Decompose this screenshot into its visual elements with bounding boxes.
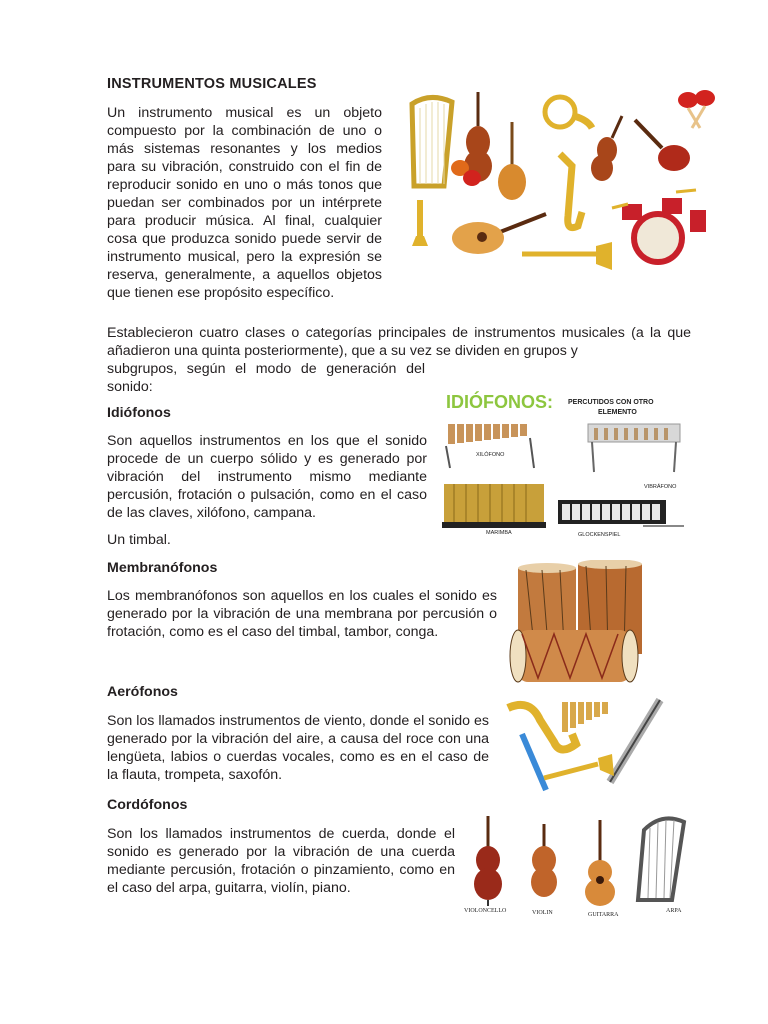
idiofonos-figure-subtitle-2: ELEMENTO	[598, 409, 637, 416]
idiofonos-extra: Un timbal.	[107, 532, 171, 548]
drums-image	[508, 560, 650, 690]
recorder-drawing	[522, 734, 546, 790]
harp-drawing	[412, 97, 452, 186]
glockenspiel-label: GLOCKENSPIEL	[578, 532, 621, 538]
idiofonos-heading: Idiófonos	[107, 405, 171, 421]
cordofonos-paragraph: Son los llamados instrumentos de cuerda, donde el sonido es generado por la vibración de una cuerda mediante percusión, frotación o pinzamiento, como en el caso del arpa, guitarra, violín, piano.	[107, 826, 455, 896]
french-horn-drawing	[545, 97, 592, 128]
bassoon-drawing	[610, 700, 660, 782]
maracas-drawing	[678, 90, 715, 128]
aerofonos-heading: Aerófonos	[107, 684, 178, 700]
saxophone-drawing	[560, 154, 582, 228]
classes-intro-continuation: subgrupos, según el modo de generación del sonido:	[107, 361, 425, 395]
document-title: INSTRUMENTOS MUSICALES	[107, 76, 317, 92]
trumpet-horizontal-drawing	[522, 242, 612, 270]
cordofonos-heading: Cordófonos	[107, 797, 188, 813]
marimba-label: MARIMBA	[486, 530, 512, 536]
glockenspiel-drawing	[558, 500, 684, 526]
string-instruments-image	[462, 808, 690, 920]
idiofonos-figure-title: IDIÓFONOS:	[446, 392, 553, 412]
harp-small-drawing	[638, 818, 684, 900]
instruments-collage-image	[400, 86, 718, 276]
xilofono-label: XILÓFONO	[476, 452, 505, 458]
violin-label: VIOLIN	[532, 910, 553, 916]
aerofonos-paragraph: Son los llamados instrumentos de viento, donde el sonido es generado por la vibración del aire, a causa del roce con una lengüeta, labios o cuerdas vocales, como es en el caso de la flauta, trompeta, saxofón.	[107, 713, 489, 783]
marimba-drawing	[442, 484, 546, 528]
trumpet-vertical-drawing	[412, 200, 428, 246]
drum-kit-drawing	[612, 190, 706, 262]
violin-small-drawing	[531, 824, 557, 897]
idiofonos-image	[438, 388, 688, 538]
cello-drawing	[474, 816, 502, 906]
arpa-label: ARPA	[666, 908, 682, 914]
panflute-drawing	[562, 702, 608, 732]
idiofonos-paragraph: Son aquellos instrumentos en los que el sonido procede de un cuerpo sólido y es generado por vibración del instrumento mismo mediante percusión, frotación o pulsación, como en el caso de las claves, xilófono, campana.	[107, 433, 427, 521]
violin-2-drawing	[591, 116, 622, 181]
trumpet-small-drawing	[544, 754, 614, 778]
guitar-red-drawing	[635, 120, 690, 171]
idiofonos-figure-subtitle-1: PERCUTIDOS CON OTRO	[568, 399, 654, 406]
mandolin-drawing	[498, 122, 526, 200]
membranofonos-heading: Membranófonos	[107, 560, 218, 576]
classes-intro-paragraph: Establecieron cuatro clases o categorías principales de instrumentos musicales (a la que añadieron una quinta posteriormente), que a su vez se dividen en grupos y	[107, 325, 691, 359]
guitar-small-drawing	[585, 820, 615, 906]
intro-paragraph: Un instrumento musical es un objeto compuesto por la combinación de uno o más sistemas resonantes y los medios para su vibración, construido con el fin de reproducir sonido en uno o más tonos que puedan ser combinados por un intérprete para producir música. Al final, cualquier cosa que produzca sonido puede servir de instrumento musical, pero la expresión se reserva, generalmente, a aquellos objetos que tienen ese propósito específico.	[107, 105, 382, 301]
dhol-drawing	[510, 630, 638, 682]
violoncello-label: VIOLONCELLO	[464, 908, 507, 914]
membranofonos-paragraph: Los membranófonos son aquellos en los cuales el sonido es generado por la vibración de una membrana por percusión o frotación, como es el caso del timbal, tambor, conga.	[107, 588, 497, 640]
vibrafono-label: VIBRÁFONO	[644, 484, 677, 490]
wind-instruments-image	[500, 694, 668, 794]
acoustic-guitar-drawing	[452, 214, 546, 254]
guitarra-label: GUITARRA	[588, 912, 619, 918]
